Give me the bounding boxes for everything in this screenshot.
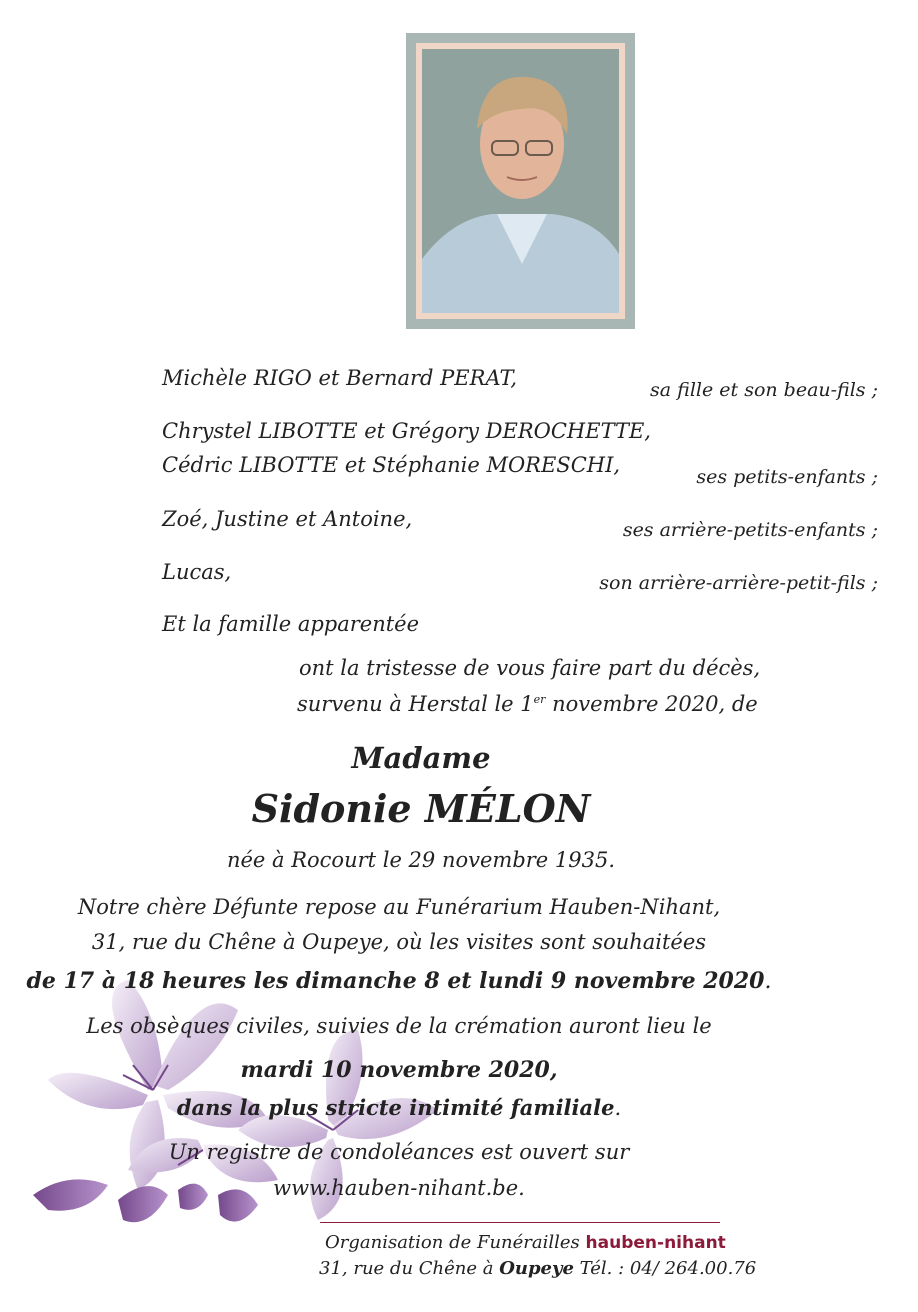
family-relation-3: ses arrière-petits-enfants ; [622,519,878,541]
footer-organisation: Organisation de Funérailles hauben-nihant [325,1232,726,1253]
family-names-2b: Cédric LIBOTTE et Stéphanie MORESCHI, [162,453,621,477]
condolences-url[interactable]: www.hauben-nihant.be. [273,1176,525,1200]
footer-divider [320,1222,720,1223]
deceased-title: Madame [351,741,491,775]
family-names-5: Et la famille apparentée [162,612,420,636]
visitation-hours: de 17 à 18 heures les dimanche 8 et lundi 9 novembre 2020. [26,968,772,994]
footer-address: 31, rue du Chêne à Oupeye Tél. : 04/ 264.00.76 [319,1258,757,1279]
condolences-line: Un registre de condoléances est ouvert sur [168,1140,630,1164]
family-names-3: Zoé, Justine et Antoine, [162,507,413,531]
funeral-date: mardi 10 novembre 2020, [240,1057,558,1083]
deceased-name: Sidonie MÉLON [251,786,591,831]
family-relation-2: ses petits-enfants ; [696,466,878,488]
portrait-frame [406,33,635,329]
portrait-photo [422,49,619,313]
brand-logo-text: hauben-nihant [585,1233,726,1253]
portrait-mat [416,43,625,319]
deceased-birth: née à Rocourt le 29 novembre 1935. [226,848,616,872]
funeral-privacy: dans la plus stricte intimité familiale. [176,1095,622,1120]
family-names-2a: Chrystel LIBOTTE et Grégory DEROCHETTE, [162,419,651,443]
announcement-line-2: survenu à Herstal le 1er novembre 2020, de [297,692,758,716]
family-names-4: Lucas, [162,560,232,584]
funeral-line-1: Les obsèques civiles, suivies de la crémation auront lieu le [86,1014,712,1038]
announcement-line-1: ont la tristesse de vous faire part du décès, [299,656,761,680]
visitation-line-2: 31, rue du Chêne à Oupeye, où les visites sont souhaitées [91,930,707,954]
family-relation-1: sa fille et son beau-fils ; [650,379,878,401]
visitation-line-1: Notre chère Défunte repose au Funérarium Hauben-Nihant, [77,895,721,919]
family-relation-4: son arrière-arrière-petit-fils ; [599,572,878,594]
family-names-1: Michèle RIGO et Bernard PERAT, [162,366,518,390]
